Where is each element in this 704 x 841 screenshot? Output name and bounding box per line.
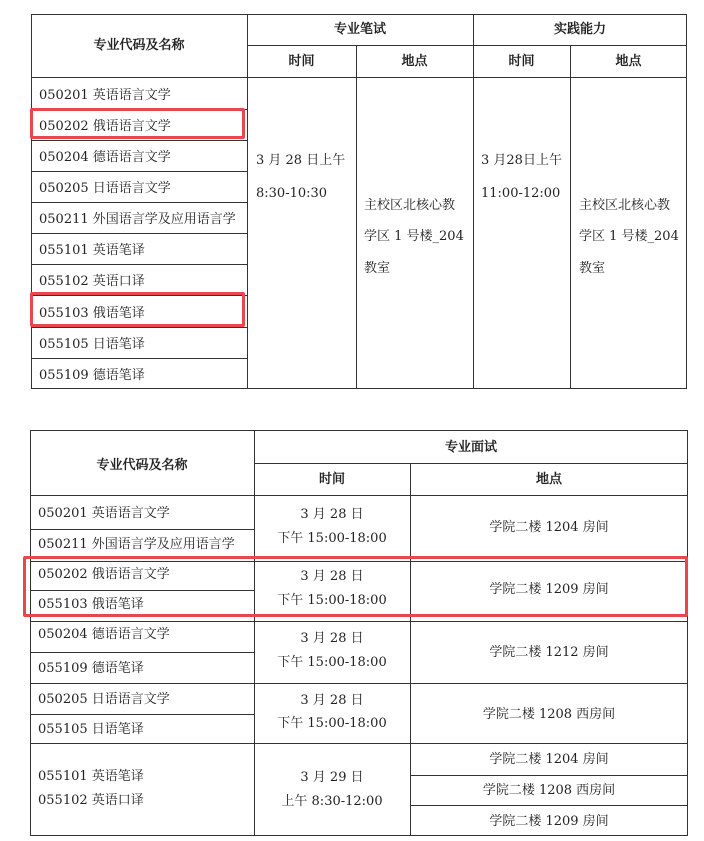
t2-row-divider [30, 529, 254, 530]
t1-row-divider [31, 264, 247, 265]
t2-major-name: 055102 英语口译 [38, 793, 144, 808]
t1-major-name: 050204 德语语言文学 [39, 150, 171, 165]
t1-hline-group [247, 45, 687, 46]
t1-major-name: 050202 俄语语言文学 [39, 119, 171, 134]
t1-header-written-place: 地点 [401, 54, 428, 69]
t1-major-name: 050211 外国语言学及应用语言学 [39, 212, 236, 227]
t1-header-name: 专业代码及名称 [93, 38, 185, 53]
t2-interview-place: 学院二楼 1204 房间 [489, 752, 609, 767]
t2-group-divider [30, 683, 688, 684]
t2-interview-time: 下午 15:00-18:00 [277, 593, 387, 608]
t2-major-name: 055103 俄语笔译 [38, 597, 144, 612]
t1-major-name: 055105 日语笔译 [39, 337, 145, 352]
t1-written-time-line2: 8:30-10:30 [256, 186, 328, 201]
t1-major-name: 055109 德语笔译 [39, 368, 145, 383]
t2-interview-time: 下午 15:00-18:00 [277, 716, 387, 731]
t2-interview-place: 学院二楼 1208 西房间 [482, 707, 616, 722]
t1-practice-place-line2: 学区 1 号楼_204 [579, 229, 679, 244]
t2-interview-date: 3 月 29 日 [300, 770, 364, 785]
t1-vline-1 [247, 14, 248, 389]
t1-practice-place-line3: 教室 [579, 261, 606, 276]
t2-interview-date: 3 月 28 日 [300, 631, 364, 646]
t2-major-name: 050202 俄语语言文学 [38, 567, 170, 582]
t2-hline-header [30, 495, 688, 496]
t1-major-name: 055103 俄语笔译 [39, 306, 145, 321]
t1-header-practice: 实践能力 [553, 22, 606, 37]
t2-interview-place: 学院二楼 1204 房间 [489, 520, 609, 535]
t1-row-divider [31, 202, 247, 203]
t2-interview-place: 学院二楼 1208 西房间 [482, 783, 616, 798]
t1-practice-time-line1: 3 月28日上午 [481, 153, 562, 168]
t2-header-name: 专业代码及名称 [96, 458, 188, 473]
t2-interview-time: 上午 8:30-12:00 [281, 794, 383, 809]
t2-hline-group [254, 463, 688, 464]
highlight-box-russian-interview [23, 556, 688, 617]
t1-row-divider [31, 358, 247, 359]
t1-vline-3 [473, 14, 474, 389]
t2-major-name: 050205 日语语言文学 [38, 692, 170, 707]
t2-header-interview: 专业面试 [444, 440, 497, 455]
t1-major-name: 050201 英语语言文学 [39, 88, 171, 103]
t1-practice-time-line2: 11:00-12:00 [481, 186, 561, 201]
t2-major-name: 050211 外国语言学及应用语言学 [38, 537, 235, 552]
t2-interview-time: 下午 15:00-18:00 [277, 531, 387, 546]
t1-practice-place-line1: 主校区北核心教 [579, 198, 671, 213]
t1-header-practice-place: 地点 [615, 54, 642, 69]
t1-major-name: 055101 英语笔译 [39, 243, 145, 258]
t1-header-practice-time: 时间 [508, 54, 535, 69]
t1-vline-4 [570, 46, 571, 389]
t1-header-written-time: 时间 [288, 54, 315, 69]
t2-interview-date: 3 月 28 日 [300, 569, 364, 584]
t1-row-divider [31, 171, 247, 172]
t2-major-name: 055101 英语笔译 [38, 769, 144, 784]
t2-place-divider [410, 775, 688, 776]
t2-place-divider [410, 805, 688, 806]
t1-header-written-exam: 专业笔试 [333, 22, 386, 37]
t1-major-name: 050205 日语语言文学 [39, 181, 171, 196]
highlight-box-russian-translation [30, 292, 245, 327]
t1-written-place-line1: 主校区北核心教 [364, 198, 456, 213]
t2-major-name: 050204 德语语言文学 [38, 627, 170, 642]
t2-major-name: 050201 英语语言文学 [38, 506, 170, 521]
t1-written-time-line1: 3 月 28 日上午 [256, 153, 346, 168]
t2-row-divider [30, 714, 254, 715]
t1-written-place-line3: 教室 [364, 261, 391, 276]
t2-major-name: 055109 德语笔译 [38, 661, 144, 676]
t1-row-divider [31, 140, 247, 141]
t2-header-place: 地点 [535, 472, 562, 487]
t1-major-name: 055102 英语口译 [39, 274, 145, 289]
highlight-box-russian-literature [30, 108, 245, 139]
t1-row-divider [31, 233, 247, 234]
t2-interview-time: 下午 15:00-18:00 [277, 655, 387, 670]
t2-group-divider [30, 621, 688, 622]
t2-interview-date: 3 月 28 日 [300, 507, 364, 522]
t2-interview-place: 学院二楼 1209 房间 [489, 814, 609, 829]
t2-interview-date: 3 月 28 日 [300, 693, 364, 708]
t1-row-divider [31, 327, 247, 328]
t2-interview-place: 学院二楼 1212 房间 [489, 645, 609, 660]
t1-vline-2 [356, 46, 357, 389]
t2-major-name: 055105 日语笔译 [38, 722, 144, 737]
t2-interview-place: 学院二楼 1209 房间 [489, 582, 609, 597]
t2-row-divider [30, 652, 254, 653]
t1-written-place-line2: 学区 1 号楼_204 [364, 229, 464, 244]
t2-header-time: 时间 [318, 472, 345, 487]
t2-group-divider [30, 743, 688, 744]
t1-hline-header [31, 77, 687, 78]
